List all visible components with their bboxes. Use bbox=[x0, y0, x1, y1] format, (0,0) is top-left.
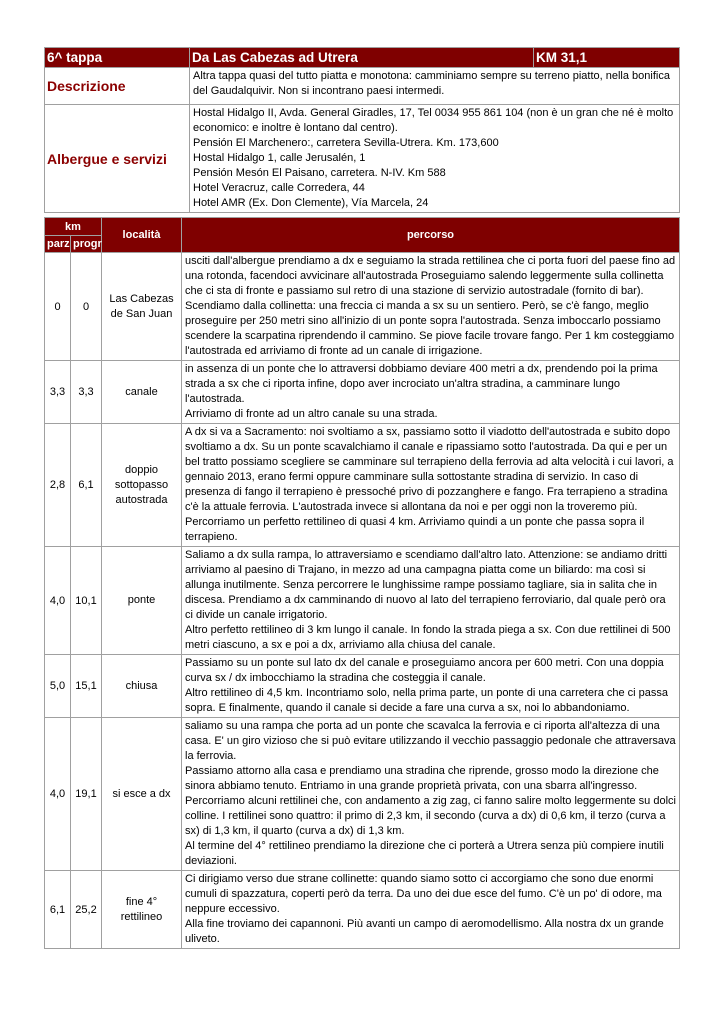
percorso-paragraph: A dx si va a Sacramento: noi svoltiamo a sx, passiamo sotto il viadotto dell'autostrada e subito dopo svoltiamo a dx. Su un ponte scavalchiamo il canale e ripassiamo sotto l'autostrada. Da qui e per un bel tratto possiamo scegliere se camminare sul terrapieno della ferrovia ad alta velocità i cui lavori, a gennaio 2013, erano fermi oppure camminare sulla sottostante stradina di servizio. In caso di presenza di fango il terrapieno è pressoché privo di pozzanghere e fango. Fra terrapieno a stradina c'è la attuale ferrovia. L'autostrada invece si allontana da noi e per oggi non la troveremo più. bbox=[185, 426, 674, 513]
km-parz: 2,8 bbox=[45, 424, 71, 547]
albergue-line: Hotel AMR (Ex. Don Clemente), Vía Marcela, 24 bbox=[193, 197, 429, 209]
percorso-paragraph: saliamo su una rampa che porta ad un ponte che scavalca la ferrovia e ci riporta all'altezza di una casa. E' un giro vizioso che si può evitare utilizzando il vecchio passaggio pedonale che attraversava la ferrovia. bbox=[185, 720, 676, 762]
km-parz: 4,0 bbox=[45, 718, 71, 871]
progr-header: progr bbox=[71, 236, 102, 253]
itinerary-row bbox=[45, 718, 680, 871]
albergue-line: Pensión Mesón El Paisano, carretera. N-IV. Km 588 bbox=[193, 167, 446, 179]
percorso-text bbox=[182, 361, 680, 424]
itinerary-row bbox=[45, 361, 680, 424]
localita: si esce a dx bbox=[102, 718, 182, 871]
stage-route: Da Las Cabezas ad Utrera bbox=[190, 48, 534, 68]
stage-header-row bbox=[45, 48, 680, 68]
descrizione-row bbox=[45, 68, 680, 105]
km-progr: 3,3 bbox=[71, 361, 102, 424]
itinerary-row bbox=[45, 871, 680, 949]
descrizione-label: Descrizione bbox=[45, 68, 190, 105]
percorso-paragraph: Passiamo attorno alla casa e prendiamo una stradina che riprende, grosso modo la direzione che sinora abbiamo tenuto. Entriamo in una grande proprietà privata, con una sbarra all'ingresso. bbox=[185, 765, 659, 792]
percorso-paragraph: Al termine del 4° rettilineo prendiamo la direzione che ci porterà a Utrera senza più compiere inutili deviazioni. bbox=[185, 840, 664, 867]
percorso-text bbox=[182, 253, 680, 361]
descrizione-text: Altra tappa quasi del tutto piatta e monotona: camminiamo sempre su terreno piatto, nella bonifica del Gaudalquivir. Non si incontrano paesi intermedi. bbox=[190, 68, 680, 105]
stage-sheet bbox=[44, 47, 680, 949]
localita: fine 4° rettilineo bbox=[102, 871, 182, 949]
percorso-text bbox=[182, 718, 680, 871]
stage-info-table bbox=[44, 47, 680, 213]
km-parz: 4,0 bbox=[45, 547, 71, 655]
percorso-paragraph: Altro rettilineo di 4,5 km. Incontriamo solo, nella prima parte, un ponte di una carretera che ci passa sopra. E finalmente, quando il canale si decide a fare una curva a sx, noi lo abbandoniamo. bbox=[185, 687, 669, 714]
localita: Las Cabezas de San Juan bbox=[102, 253, 182, 361]
km-progr: 6,1 bbox=[71, 424, 102, 547]
percorso-paragraph: Arriviamo di fronte ad un altro canale su una strada. bbox=[185, 408, 438, 420]
km-progr: 0 bbox=[71, 253, 102, 361]
percorso-paragraph: Ci dirigiamo verso due strane collinette: quando siamo sotto ci accorgiamo che sono due enormi cumuli di spazzatura, coperti però da terra. Da uno dei due esce del fumo. C'è un po' di odore, ma neppure eccessivo. bbox=[185, 873, 662, 915]
km-progr: 19,1 bbox=[71, 718, 102, 871]
albergue-line: Hostal Hidalgo 1, calle Jerusalén, 1 bbox=[193, 152, 366, 164]
percorso-paragraph: Altro perfetto rettilineo di 3 km lungo il canale. In fondo la strada piega a sx. Con due rettilinei di 500 metri ciascuno, a sx e poi a dx, arriviamo alla chiusa del canale. bbox=[185, 624, 671, 651]
percorso-text bbox=[182, 871, 680, 949]
km-parz: 0 bbox=[45, 253, 71, 361]
itinerary-row bbox=[45, 253, 680, 361]
stage-km: KM 31,1 bbox=[534, 48, 680, 68]
percorso-paragraph: Passiamo su un ponte sul lato dx del canale e proseguiamo ancora per 600 metri. Con una doppia curva sx / dx imbocchiamo la stradina che costeggia il canale. bbox=[185, 657, 664, 684]
percorso-paragraph: Saliamo a dx sulla rampa, lo attraversiamo e scendiamo dall'altro lato. Attenzione: se andiamo dritti arriviamo al paesino di Trajano, in mezzo ad una campagna piatta come un biliardo: ma così si allunga inutilmente. Senza percorrere le lunghissime rampe possiamo tagliare, sia in salita che in discesa. Prendiamo a dx camminando di nuovo al lato del terrapieno ferroviario, dal quale però ora ci divide un canale irrigatorio. bbox=[185, 549, 668, 621]
albergue-label: Albergue e servizi bbox=[45, 105, 190, 213]
percorso-text bbox=[182, 655, 680, 718]
itinerary-row bbox=[45, 424, 680, 547]
km-header: km bbox=[45, 218, 102, 236]
albergue-line: Pensión El Marchenero:, carretera Sevilla-Utrera. Km. 173,600 bbox=[193, 137, 499, 149]
albergue-line: Hotel Veracruz, calle Corredera, 44 bbox=[193, 182, 365, 194]
percorso-text bbox=[182, 547, 680, 655]
stage-number: 6^ tappa bbox=[45, 48, 190, 68]
localita: canale bbox=[102, 361, 182, 424]
localita: chiusa bbox=[102, 655, 182, 718]
itinerary-header-row bbox=[45, 218, 680, 236]
km-parz: 6,1 bbox=[45, 871, 71, 949]
km-progr: 15,1 bbox=[71, 655, 102, 718]
percorso-paragraph: usciti dall'albergue prendiamo a dx e seguiamo la strada rettilinea che ci porta fuori del paese fino ad una rotonda, facendoci avvicinare all'autostrada Proseguiamo salendo leggermente sulla collinetta che ci sta di fronte e passiamo sul retro di una stazione di servizio autostradale (fornito di bar). Scendiamo dalla collinetta: una freccia ci manda a sx su un sentiero. Però, se c'è fango, meglio proseguire per 250 metri sino all'inizio di un ponte sopra l'autostrada. Senza imboccarlo possiamo scendere la scarpatina riprendendo il cammino. Se piove facile trovare fango. Per 1 km costeggiamo l'autostrada ed arriviamo di fronte ad un canale di irrigazione. bbox=[185, 255, 676, 357]
parz-header: parz bbox=[45, 236, 71, 253]
percorso-paragraph: Percorriamo alcuni rettilinei che, con andamento a zig zag, ci fanno salire molto leggermente su dolci colline. I rettilinei sono quattro: il primo di 2,3 km, il secondo (curva a dx) di 0,6 km, il terzo (curva a sx) di 1,3 km, il quarto (curva a dx) di 1,3 km. bbox=[185, 795, 676, 837]
albergue-line: Hostal Hidalgo II, Avda. General Giradles, 17, Tel 0034 955 861 104 (non è un gran che né è molto economico: e inoltre è lontano dal centro). bbox=[193, 107, 674, 134]
localita: doppio sottopasso autostrada bbox=[102, 424, 182, 547]
albergue-list bbox=[190, 105, 680, 213]
km-parz: 5,0 bbox=[45, 655, 71, 718]
albergue-row bbox=[45, 105, 680, 213]
itinerary-row bbox=[45, 547, 680, 655]
percorso-paragraph: Alla fine troviamo dei capannoni. Più avanti un campo di aeromodellismo. Alla nostra dx un grande uliveto. bbox=[185, 918, 664, 945]
km-progr: 10,1 bbox=[71, 547, 102, 655]
localita: ponte bbox=[102, 547, 182, 655]
itinerary-row bbox=[45, 655, 680, 718]
km-progr: 25,2 bbox=[71, 871, 102, 949]
localita-header: località bbox=[102, 218, 182, 253]
percorso-paragraph: in assenza di un ponte che lo attraversi dobbiamo deviare 400 metri a dx, prendendo poi la prima strada a sx che ci riporta infine, dopo aver incrociato un'altra stradina, a camminare lungo l'autostrada. bbox=[185, 363, 658, 405]
itinerary-rows bbox=[45, 253, 680, 949]
percorso-text bbox=[182, 424, 680, 547]
km-parz: 3,3 bbox=[45, 361, 71, 424]
itinerary-table bbox=[44, 217, 680, 949]
percorso-paragraph: Percorriamo un perfetto rettilineo di quasi 4 km. Arriviamo quindi a un ponte che passa sopra il terrapieno. bbox=[185, 516, 645, 543]
percorso-header: percorso bbox=[182, 218, 680, 253]
